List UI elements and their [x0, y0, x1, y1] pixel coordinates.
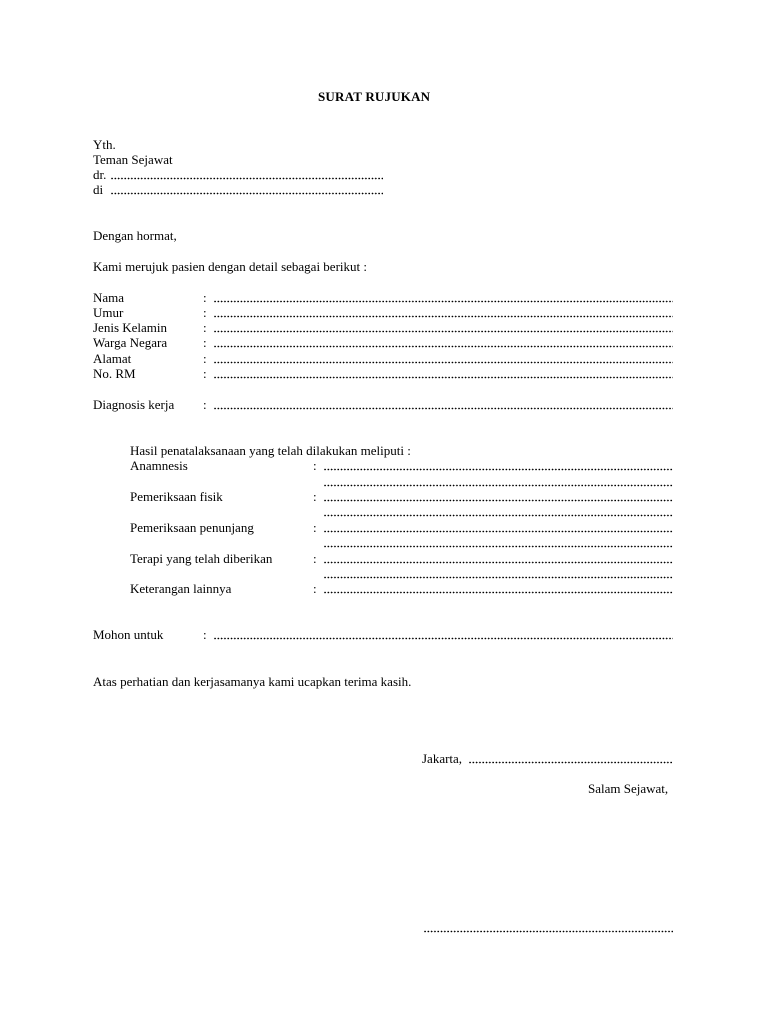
salutation-colleague: Teman Sejawat [93, 152, 173, 167]
management-blank-keterangan-lainnya [324, 581, 673, 596]
request-blank [214, 627, 673, 642]
management-label-keterangan-lainnya: Keterangan lainnya [130, 581, 232, 596]
field-blank-nama [214, 290, 673, 305]
field-label-nama: Nama [93, 290, 125, 305]
sign-off: Salam Sejawat, [588, 781, 669, 796]
management-label-pemeriksaan-penunjang: Pemeriksaan penunjang [130, 520, 254, 535]
diagnosis-label: Diagnosis kerja [93, 397, 175, 412]
field-colon: : [203, 335, 207, 350]
field-colon: : [203, 351, 207, 366]
field-colon: : [203, 320, 207, 335]
field-label-warga-negara: Warga Negara [93, 335, 168, 350]
doctor-prefix: dr. [93, 167, 107, 182]
field-colon: : [203, 366, 207, 381]
management-blank-terapi-2 [324, 566, 673, 581]
management-blank-pemeriksaan-penunjang-2 [324, 535, 673, 550]
management-colon: : [313, 551, 317, 566]
field-colon: : [203, 290, 207, 305]
place-prefix: di [93, 182, 104, 197]
management-blank-pemeriksaan-fisik-2 [324, 504, 673, 519]
management-blank-terapi-1 [324, 551, 673, 566]
management-colon: : [313, 520, 317, 535]
field-colon: : [203, 305, 207, 320]
signature-blank [424, 920, 673, 935]
management-label-anamnesis: Anamnesis [130, 458, 188, 473]
management-label-pemeriksaan-fisik: Pemeriksaan fisik [130, 489, 223, 504]
place-blank [111, 182, 383, 197]
management-label-terapi: Terapi yang telah diberikan [130, 551, 273, 566]
letter-title: SURAT RUJUKAN [318, 89, 431, 104]
management-blank-anamnesis-1 [324, 458, 673, 473]
request-label: Mohon untuk [93, 627, 164, 642]
field-label-jenis-kelamin: Jenis Kelamin [93, 320, 168, 335]
field-blank-jenis-kelamin [214, 320, 673, 335]
date-blank [469, 751, 673, 766]
management-blank-anamnesis-2 [324, 474, 673, 489]
diagnosis-colon: : [203, 397, 207, 412]
management-colon: : [313, 489, 317, 504]
field-blank-umur [214, 305, 673, 320]
field-label-umur: Umur [93, 305, 124, 320]
management-blank-pemeriksaan-penunjang-1 [324, 520, 673, 535]
management-colon: : [313, 458, 317, 473]
field-blank-no-rm [214, 366, 673, 381]
place-date-prefix: Jakarta, [422, 751, 463, 766]
field-blank-alamat [214, 351, 673, 366]
closing-text: Atas perhatian dan kerjasamanya kami ucapkan terima kasih. [93, 674, 412, 689]
greeting: Dengan hormat, [93, 228, 177, 243]
field-label-alamat: Alamat [93, 351, 132, 366]
management-colon: : [313, 581, 317, 596]
field-label-no-rm: No. RM [93, 366, 136, 381]
field-blank-warga-negara [214, 335, 673, 350]
salutation-yth: Yth. [93, 137, 116, 152]
intro-text: Kami merujuk pasien dengan detail sebagai berikut : [93, 259, 367, 274]
management-blank-pemeriksaan-fisik-1 [324, 489, 673, 504]
doctor-name-blank [111, 167, 383, 182]
diagnosis-blank [214, 397, 673, 412]
request-colon: : [203, 627, 207, 642]
management-heading: Hasil penatalaksanaan yang telah dilakukan meliputi : [130, 443, 411, 458]
